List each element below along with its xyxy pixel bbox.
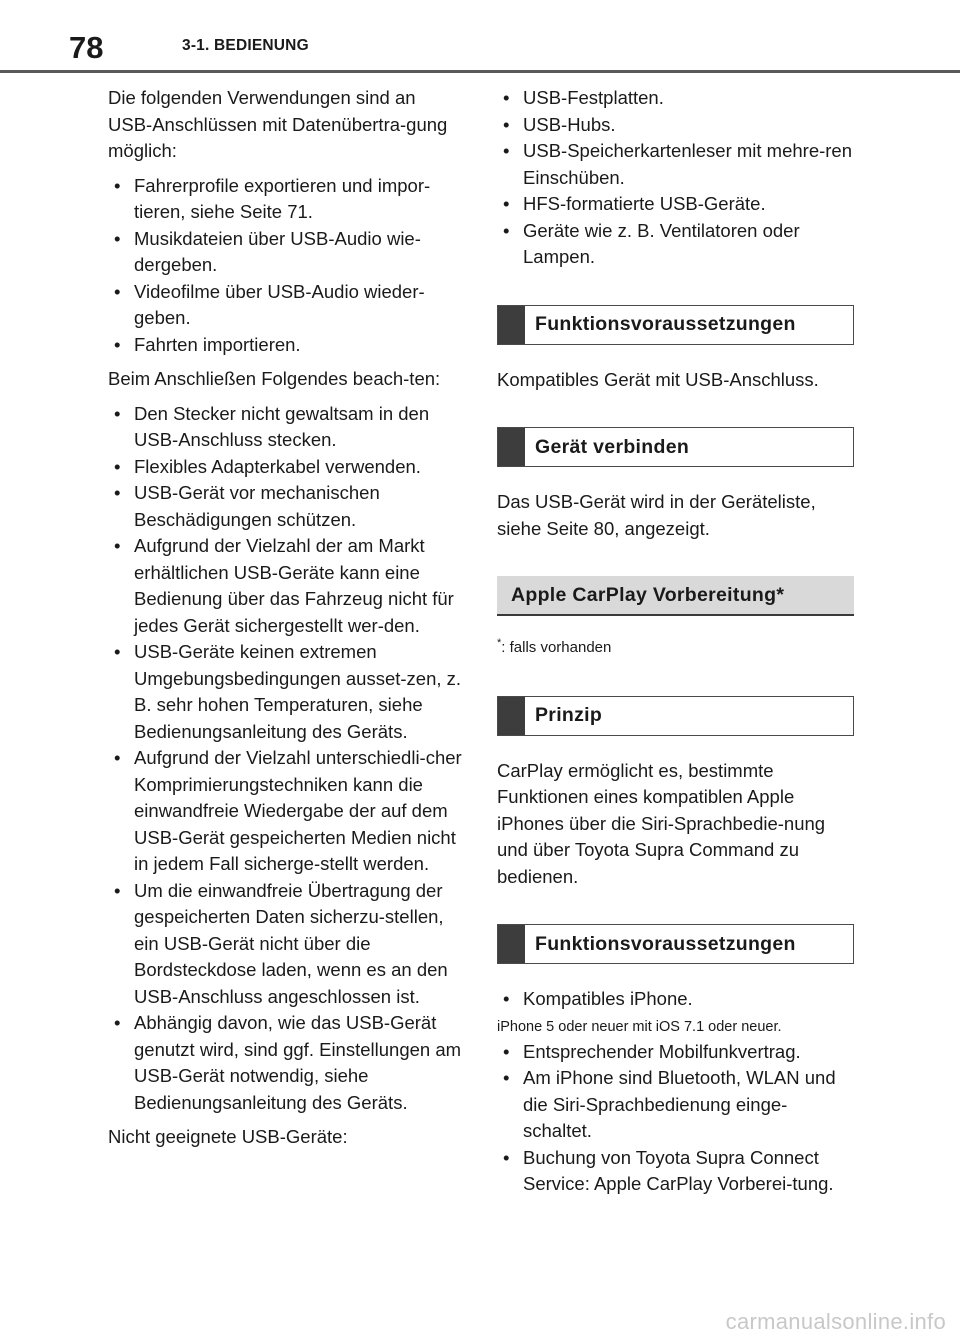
list-item: • USB-Festplatten. bbox=[497, 85, 854, 112]
list-item: • Den Stecker nicht gewaltsam in den USB-Anschluss stecken. bbox=[108, 401, 464, 454]
uses-list bbox=[108, 173, 464, 359]
heading-title: Apple CarPlay Vorbereitung* bbox=[511, 583, 785, 606]
list-item: • Flexibles Adapterkabel verwenden. bbox=[108, 454, 464, 481]
list-item: • Aufgrund der Vielzahl der am Markt erhältlichen USB-Geräte kann eine Bedienung über das Fahrzeug nicht für jedes Gerät sichergestellt wer-den. bbox=[108, 533, 464, 639]
connect-text: Das USB-Gerät wird in der Geräteliste, siehe Seite 80, angezeigt. bbox=[497, 491, 816, 539]
list-item: • Um die einwandfreie Übertragung der gespeicherten Daten sicherzu-stellen, ein USB-Gerät nicht über die Bordsteckdose laden, wenn es an den USB-Anschluss angeschlossen ist. bbox=[108, 878, 464, 1011]
list-item: • Am iPhone sind Bluetooth, WLAN und die Siri-Sprachbedienung einge-schaltet. bbox=[497, 1065, 854, 1145]
heading-title: Funktionsvoraussetzungen bbox=[535, 932, 796, 955]
list-item: • HFS-formatierte USB-Geräte. bbox=[497, 191, 854, 218]
list-item: • Buchung von Toyota Supra Connect Service: Apple CarPlay Vorberei-tung. bbox=[497, 1145, 854, 1198]
carplay-requirements-list bbox=[497, 986, 854, 1013]
list-item: • USB-Hubs. bbox=[497, 112, 854, 139]
section-heading-connect bbox=[497, 427, 854, 467]
heading-bar bbox=[498, 697, 525, 735]
section-heading-requirements bbox=[497, 305, 854, 345]
page-number: 78 bbox=[69, 30, 104, 65]
list-item: • USB-Geräte keinen extremen Umgebungsbedingungen ausset-zen, z. B. sehr hohen Temperaturen, siehe Bedienungsanleitung des Geräts. bbox=[108, 639, 464, 745]
footnote-mark: * bbox=[497, 637, 502, 649]
heading-title: Funktionsvoraussetzungen bbox=[535, 313, 796, 336]
list-item: • Aufgrund der Vielzahl unterschiedli-cher Komprimierungstechniken kann die einwandfreie Wiedergabe der auf dem USB-Gerät gespeicherten Medien nicht in jedem Fall sicherge-stellt werden. bbox=[108, 745, 464, 878]
notes-intro: Beim Anschließen Folgendes beach-ten: bbox=[108, 368, 441, 389]
list-item: • USB-Gerät vor mechanischen Beschädigungen schützen. bbox=[108, 480, 464, 533]
iphone-note: iPhone 5 oder neuer mit iOS 7.1 oder neuer. bbox=[497, 1018, 782, 1035]
list-item: • USB-Speicherkartenleser mit mehre-ren Einschüben. bbox=[497, 138, 854, 191]
intro-paragraph: Die folgenden Verwendungen sind an USB-Anschlüssen mit Datenübertra-gung möglich: bbox=[108, 87, 448, 161]
heading-bar bbox=[498, 306, 525, 344]
carplay-requirements-list-continued bbox=[497, 1039, 854, 1198]
unsuitable-list bbox=[497, 85, 854, 271]
section-heading-carplay bbox=[497, 576, 854, 616]
list-item: • Abhängig davon, wie das USB-Gerät genutzt wird, sind ggf. Einstellungen am USB-Gerät notwendig, siehe Bedienungsanleitung des Geräts. bbox=[108, 1010, 464, 1116]
footnote-text: : falls vorhanden bbox=[501, 639, 612, 656]
notes-list bbox=[108, 401, 464, 1117]
principle-text: CarPlay ermöglicht es, bestimmte Funktionen eines kompatiblen Apple iPhones über die Siri-Sprachbedie-nung und über Toyota Supra Command zu bedienen. bbox=[497, 759, 826, 887]
list-item: • Fahrerprofile exportieren und impor-tieren, siehe Seite 71. bbox=[108, 173, 464, 226]
list-item: • Geräte wie z. B. Ventilatoren oder Lampen. bbox=[497, 218, 854, 271]
list-item: • Entsprechender Mobilfunkvertrag. bbox=[497, 1039, 854, 1066]
section-heading-requirements-carplay bbox=[497, 924, 854, 964]
watermark: carmanualsonline.info bbox=[725, 1309, 946, 1334]
list-item: • Videofilme über USB-Audio wieder-geben. bbox=[108, 279, 464, 332]
header-divider bbox=[0, 70, 960, 73]
heading-bar bbox=[498, 428, 525, 466]
unsuitable-intro: Nicht geeignete USB-Geräte: bbox=[108, 1126, 348, 1147]
list-item: • Musikdateien über USB-Audio wie-dergeben. bbox=[108, 226, 464, 279]
requirements-text: Kompatibles Gerät mit USB-Anschluss. bbox=[497, 368, 819, 390]
heading-title: Gerät verbinden bbox=[535, 435, 690, 458]
chapter-title: 3-1. BEDIENUNG bbox=[182, 37, 309, 54]
footnote bbox=[497, 630, 854, 662]
list-item: • Fahrten importieren. bbox=[108, 332, 464, 359]
right-column bbox=[497, 85, 854, 1206]
list-item: • Kompatibles iPhone. bbox=[497, 986, 854, 1013]
left-column bbox=[108, 85, 464, 1159]
heading-bar bbox=[498, 925, 525, 963]
section-heading-principle bbox=[497, 696, 854, 736]
heading-title: Prinzip bbox=[535, 704, 603, 727]
